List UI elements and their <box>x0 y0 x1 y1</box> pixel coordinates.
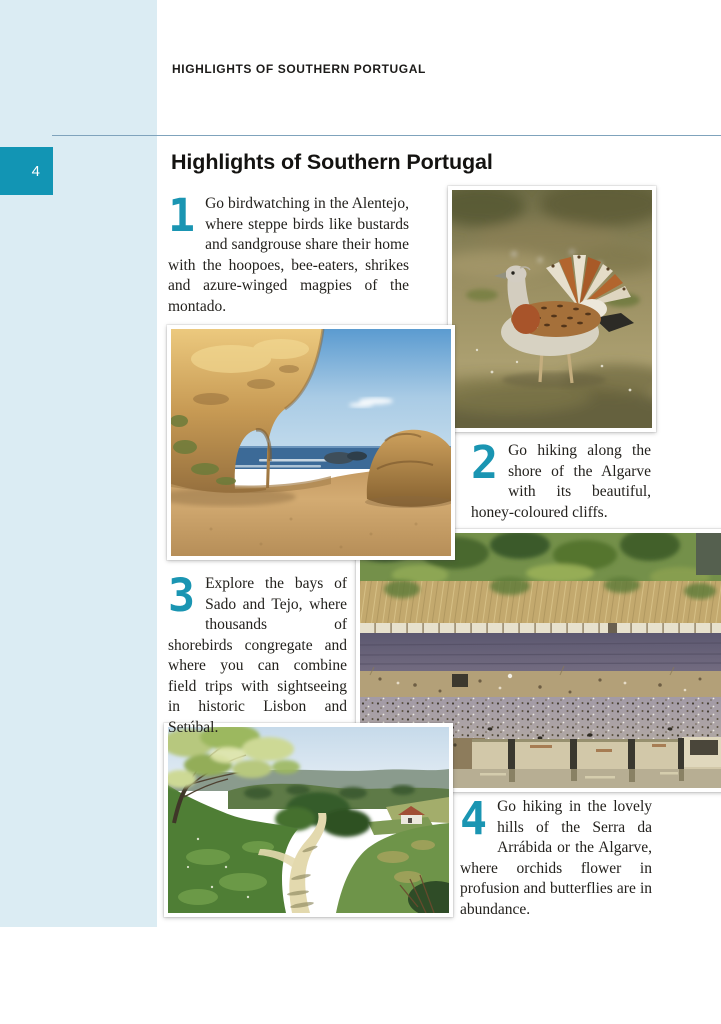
highlight-1-number: 1 <box>168 189 196 242</box>
hill-track-illustration <box>168 727 449 913</box>
great-bustard-illustration <box>452 190 652 428</box>
photo-hill-track <box>164 723 453 917</box>
highlight-4-number: 4 <box>460 792 488 845</box>
highlight-3-paragraph <box>168 569 347 738</box>
highlight-1-paragraph <box>168 189 409 317</box>
page-number-box <box>0 147 53 195</box>
photo-algarve-cliffs <box>167 325 455 560</box>
highlight-item-4 <box>460 792 652 920</box>
page-number: 4 <box>31 162 40 180</box>
highlight-item-1 <box>168 189 409 317</box>
highlight-4-paragraph <box>460 792 652 920</box>
highlight-3-number: 3 <box>168 569 196 622</box>
highlight-item-3 <box>168 569 347 738</box>
highlight-2-paragraph <box>471 436 651 523</box>
highlight-3-text: Explore the bays of Sado and Tejo, where thousands of shorebirds congregate and where you can combine field trips with sightseeing in historic Lisbon and Setúbal. <box>168 575 347 736</box>
sidebar-band <box>0 0 157 927</box>
photo-great-bustard <box>448 186 656 432</box>
algarve-cliffs-illustration <box>171 329 451 556</box>
header-rule <box>52 135 721 136</box>
highlight-4-text: Go hiking in the lovely hills of the Serra da Arrábida or the Algarve, where orchids flower in profusion and butterflies are in abundance. <box>460 798 652 918</box>
highlight-1-text: Go birdwatching in the Alentejo, where steppe birds like bustards and sandgrouse share their home with the hoopoes, bee-eaters, shrikes and azure-winged magpies of the montado. <box>168 195 409 315</box>
running-header: HIGHLIGHTS OF SOUTHERN PORTUGAL <box>172 62 426 76</box>
highlight-2-text: Go hiking along the shore of the Algarve with its beautiful, honey-coloured cliffs. <box>471 442 651 521</box>
page-title: Highlights of Southern Portugal <box>171 150 493 174</box>
highlight-2-number: 2 <box>471 436 499 489</box>
highlight-item-2 <box>471 436 651 523</box>
